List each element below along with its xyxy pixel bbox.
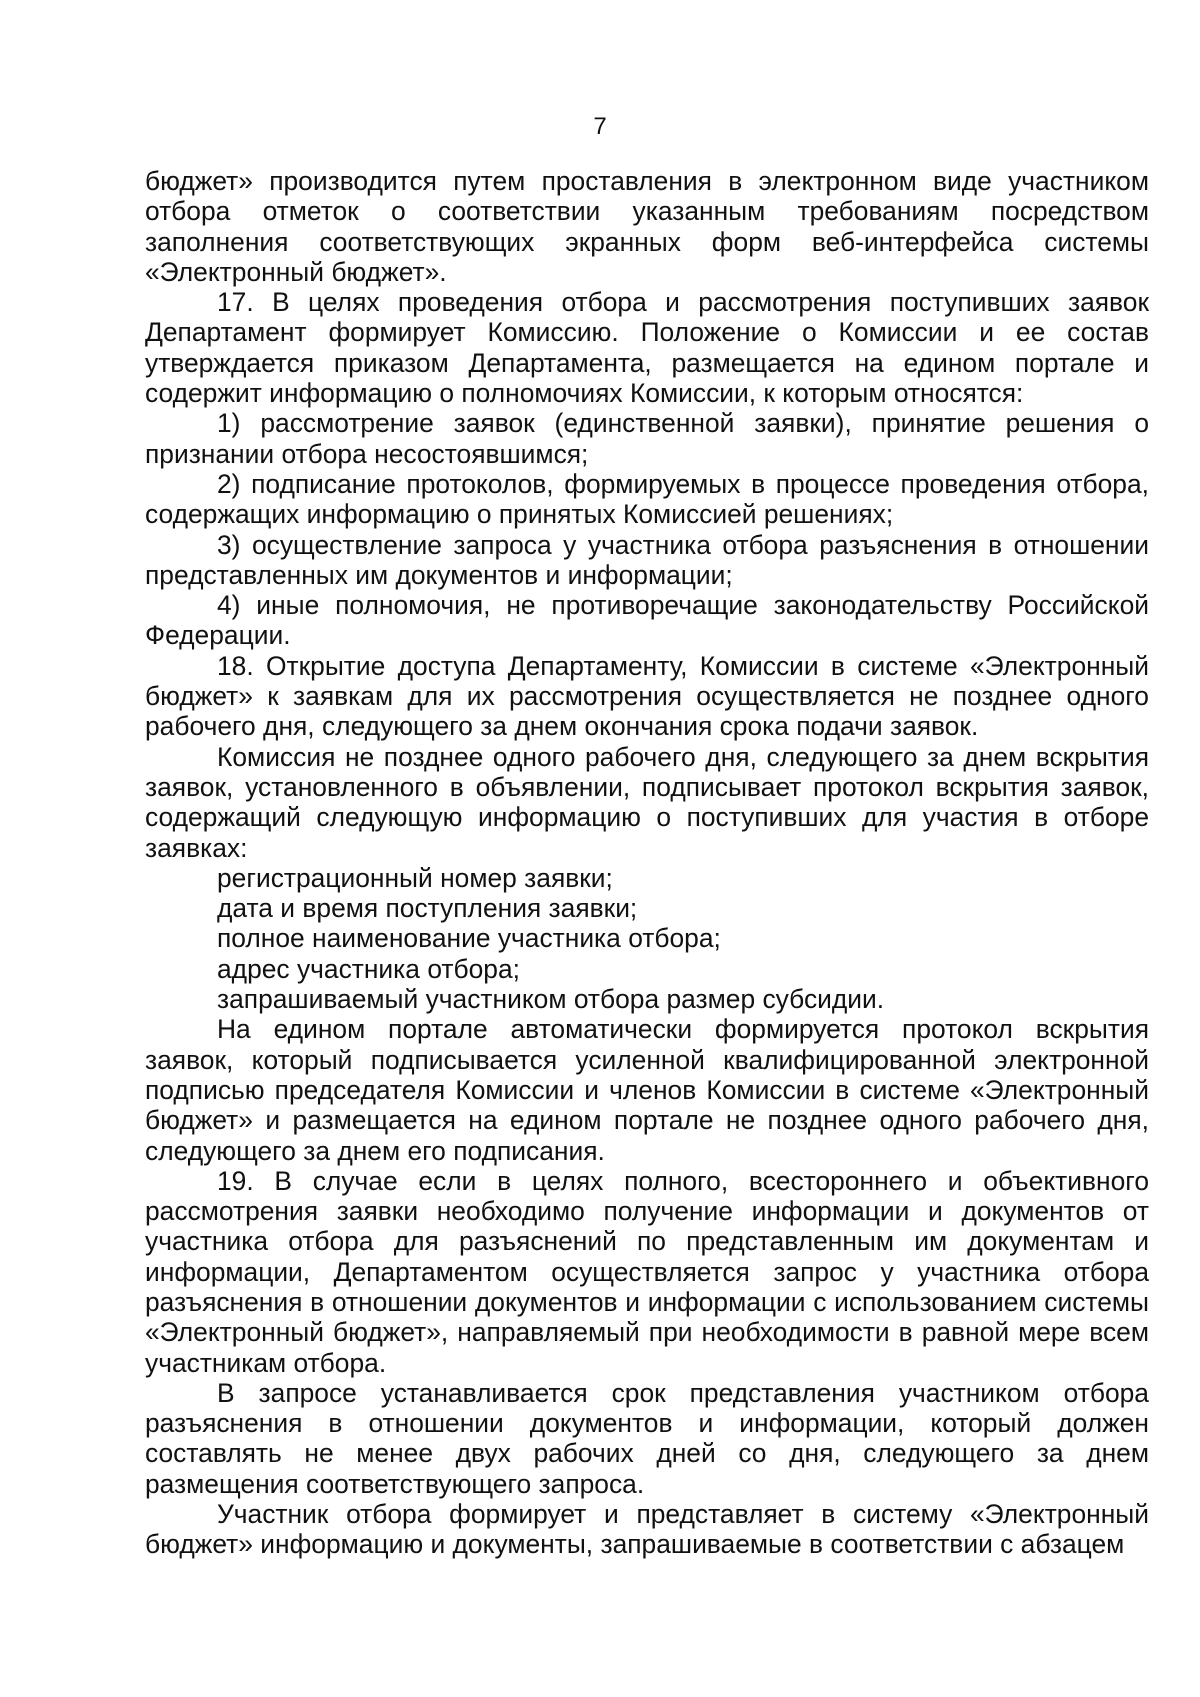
paragraph-request-deadline: В запросе устанавливается срок представления участником отбора разъяснения в отношении документов и информации, который должен составлять не менее двух рабочих дней со дня, следующего за днем размещения соответствующего запроса. bbox=[145, 1377, 1149, 1499]
list-item-2: 2) подписание протоколов, формируемых в процессе проведения отбора, содержащих информацию о принятых Комиссией решениях; bbox=[145, 468, 1149, 530]
paragraph-18: 18. Открытие доступа Департаменту, Комиссии в системе «Электронный бюджет» к заявкам для их рассмотрения осуществляется не позднее одного рабочего дня, следующего за днем окончания срока подачи заявок. bbox=[145, 650, 1149, 742]
page-number: 7 bbox=[593, 113, 607, 140]
list-item-3: 3) осуществление запроса у участника отбора разъяснения в отношении представленных им документов и информации; bbox=[145, 529, 1149, 590]
protocol-item-address: адрес участника отбора; bbox=[217, 953, 520, 984]
paragraph-portal-protocol: На едином портале автоматически формируется протокол вскрытия заявок, который подписывается усиленной квалифицированной электронной подписью председателя Комиссии и членов Комиссии в системе «Электронный бюджет» и размещается на едином портале не позднее одного рабочего дня, следующего за днем его подписания. bbox=[145, 1014, 1149, 1166]
paragraph-17: 17. В целях проведения отбора и рассмотрения поступивших заявок Департамент формирует Комиссию. Положение о Комиссии и ее состав утверждается приказом Департамента, размещается на едином портале и содержит информацию о полномочиях Комиссии, к которым относятся: bbox=[145, 287, 1149, 409]
list-item-4: 4) иные полномочия, не противоречащие законодательству Российской Федерации. bbox=[145, 590, 1149, 651]
list-item-1: 1) рассмотрение заявок (единственной заявки), принятие решения о признании отбора несостоявшимся; bbox=[145, 408, 1149, 469]
protocol-item-date-time: дата и время поступления заявки; bbox=[217, 893, 638, 924]
paragraph-commission: Комиссия не позднее одного рабочего дня, следующего за днем вскрытия заявок, установленного в объявлении, подписывает протокол вскрытия заявок, содержащий следующую информацию о поступивших для участия в отборе заявках: bbox=[145, 741, 1149, 863]
paragraph-continuation: бюджет» производится путем проставления в электронном виде участником отбора отметок о соответствии указанным требованиям посредством заполнения соответствующих экранных форм веб-интерфейса системы «Электронный бюджет». bbox=[145, 166, 1149, 287]
protocol-item-registration-number: регистрационный номер заявки; bbox=[217, 862, 613, 893]
paragraph-participant-submits: Участник отбора формирует и представляет в систему «Электронный бюджет» информацию и документы, запрашиваемые в соответствии с абзацем bbox=[145, 1499, 1149, 1560]
protocol-item-full-name: полное наименование участника отбора; bbox=[217, 923, 721, 954]
document-body bbox=[145, 166, 1149, 1560]
paragraph-19: 19. В случае если в целях полного, всестороннего и объективного рассмотрения заявки необходимо получение информации и документов от участника отбора для разъяснений по представленным им документам и информации, Департаментом осуществляется запрос у участника отбора разъяснения в отношении документов и информации с использованием системы «Электронный бюджет», направляемый при необходимости в равной мере всем участникам отбора. bbox=[145, 1165, 1149, 1378]
protocol-item-subsidy-amount: запрашиваемый участником отбора размер субсидии. bbox=[217, 984, 885, 1015]
